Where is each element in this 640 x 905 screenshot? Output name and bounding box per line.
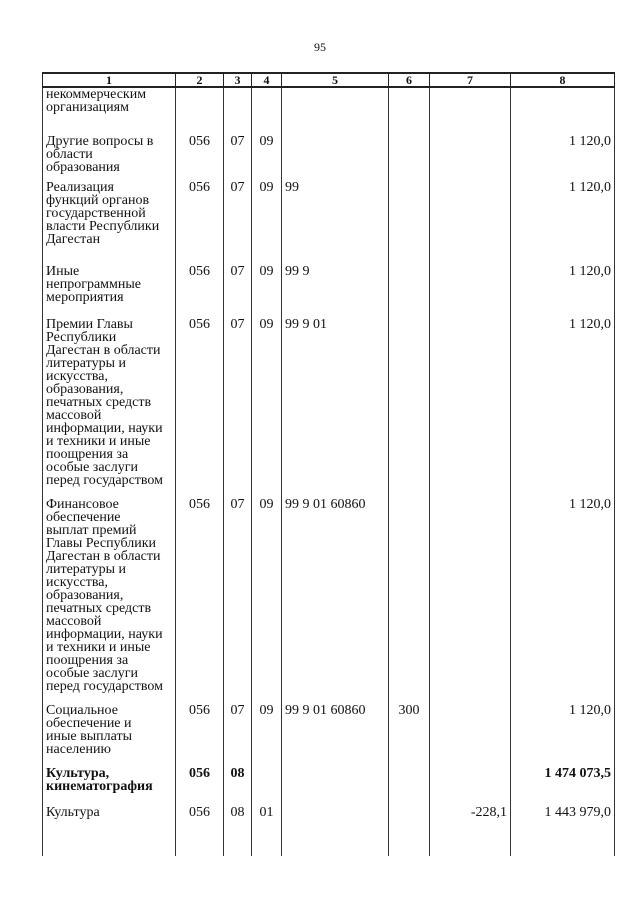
row-target-article [282, 318, 389, 498]
row-subsection [252, 498, 282, 704]
row-name-text: Реализация функций органов государственной власти Республики Дагестан [46, 180, 160, 247]
row-total-amount-text: 1 443 979,0 [544, 805, 611, 820]
row-name-text: Культура [46, 805, 100, 820]
row-subsection-text: 01 [259, 805, 274, 820]
row-section-text: 07 [230, 317, 245, 332]
row-admin-code [176, 704, 224, 767]
row-change-amount [430, 806, 511, 856]
row-section-text: 08 [230, 766, 245, 781]
column-header-3: 3 [224, 73, 252, 87]
row-target-article-text: 99 9 01 60860 [285, 497, 366, 512]
row-admin-code [176, 87, 224, 135]
row-total-amount [511, 767, 615, 806]
row-change-amount [430, 135, 511, 181]
row-section [224, 318, 252, 498]
row-admin-code [176, 498, 224, 704]
row-change-amount [430, 318, 511, 498]
row-section-text: 07 [230, 264, 245, 279]
row-target-article-text: 99 9 01 [285, 317, 327, 332]
table-row [43, 265, 615, 318]
row-expense-type [389, 181, 430, 265]
row-target-article-text: 99 9 [285, 264, 310, 279]
row-name [43, 318, 176, 498]
row-total-amount [511, 87, 615, 135]
row-target-article [282, 87, 389, 135]
row-subsection [252, 318, 282, 498]
row-admin-code-text: 056 [189, 805, 210, 820]
row-section [224, 806, 252, 856]
row-target-article [282, 767, 389, 806]
row-name [43, 498, 176, 704]
column-header-4: 4 [252, 73, 282, 87]
row-target-article [282, 806, 389, 856]
table-row [43, 318, 615, 498]
row-change-amount [430, 767, 511, 806]
row-change-amount [430, 498, 511, 704]
table-header-row [43, 73, 615, 87]
row-change-amount [430, 181, 511, 265]
row-expense-type [389, 806, 430, 856]
row-subsection [252, 87, 282, 135]
row-subsection [252, 767, 282, 806]
row-name-text: Иные непрограммные мероприятия [46, 264, 141, 305]
row-total-amount [511, 318, 615, 498]
row-name-text: Финансовое обеспечение выплат премий Главы Республики Дагестан в области литературы и искусства, образования, печатных средств массовой информации, науки и техники и иные поощрения за особые заслуги перед государством [46, 497, 164, 694]
row-subsection-text: 09 [259, 497, 274, 512]
row-change-amount [430, 704, 511, 767]
row-name-text: Культура, кинематография [46, 766, 153, 794]
row-admin-code-text: 056 [189, 703, 210, 718]
row-expense-type [389, 704, 430, 767]
row-name [43, 135, 176, 181]
row-target-article [282, 498, 389, 704]
row-target-article [282, 704, 389, 767]
row-name [43, 806, 176, 856]
row-admin-code-text: 056 [189, 264, 210, 279]
row-target-article [282, 135, 389, 181]
row-expense-type [389, 767, 430, 806]
row-change-amount-text: -228,1 [470, 805, 507, 820]
row-section-text: 08 [230, 805, 245, 820]
row-name-text: некоммерческим организациям [46, 87, 147, 115]
row-admin-code [176, 181, 224, 265]
row-subsection-text: 09 [259, 703, 274, 718]
row-total-amount-text: 1 120,0 [569, 703, 611, 718]
row-target-article-text: 99 [285, 180, 299, 195]
row-name [43, 87, 176, 135]
row-expense-type [389, 87, 430, 135]
table-row [43, 704, 615, 767]
row-admin-code [176, 135, 224, 181]
row-name-text: Социальное обеспечение и иные выплаты населению [46, 703, 132, 757]
row-section-text: 07 [230, 180, 245, 195]
column-header-7: 7 [430, 73, 511, 87]
row-total-amount [511, 806, 615, 856]
row-section [224, 704, 252, 767]
row-admin-code [176, 318, 224, 498]
row-admin-code-text: 056 [189, 317, 210, 332]
column-header-6: 6 [389, 73, 430, 87]
row-admin-code-text: 056 [189, 180, 210, 195]
row-total-amount-text: 1 120,0 [569, 317, 611, 332]
row-name [43, 181, 176, 265]
column-header-8: 8 [511, 73, 615, 87]
row-section [224, 265, 252, 318]
row-admin-code [176, 265, 224, 318]
table-row [43, 87, 615, 135]
row-subsection [252, 135, 282, 181]
row-name [43, 265, 176, 318]
row-subsection-text: 09 [259, 180, 274, 195]
row-name [43, 767, 176, 806]
row-total-amount [511, 704, 615, 767]
row-subsection [252, 704, 282, 767]
row-subsection [252, 181, 282, 265]
table-row [43, 135, 615, 181]
row-admin-code [176, 767, 224, 806]
row-subsection-text: 09 [259, 264, 274, 279]
row-total-amount [511, 135, 615, 181]
row-total-amount [511, 265, 615, 318]
row-expense-type [389, 265, 430, 318]
table-row [43, 767, 615, 806]
row-subsection-text: 09 [259, 134, 274, 149]
row-change-amount [430, 87, 511, 135]
row-total-amount-text: 1 120,0 [569, 497, 611, 512]
row-total-amount-text: 1 120,0 [569, 264, 611, 279]
row-subsection [252, 265, 282, 318]
row-admin-code [176, 806, 224, 856]
row-name-text: Премии Главы Республики Дагестан в области литературы и искусства, образования, печатных средств массовой информации, науки и техники и иные поощрения за особые заслуги перед государством [46, 317, 164, 488]
row-expense-type-text: 300 [398, 703, 420, 718]
row-section [224, 87, 252, 135]
row-admin-code-text: 056 [189, 766, 210, 781]
row-admin-code-text: 056 [189, 497, 210, 512]
row-section [224, 135, 252, 181]
column-header-1: 1 [43, 73, 176, 87]
row-admin-code-text: 056 [189, 134, 210, 149]
row-expense-type [389, 498, 430, 704]
row-subsection [252, 806, 282, 856]
page-number: 95 [314, 40, 326, 54]
row-expense-type [389, 135, 430, 181]
budget-table [42, 72, 615, 856]
row-target-article-text: 99 9 01 60860 [285, 703, 366, 718]
table-row [43, 181, 615, 265]
row-total-amount-text: 1 474 073,5 [544, 766, 611, 781]
row-total-amount-text: 1 120,0 [569, 134, 611, 149]
row-section-text: 07 [230, 497, 245, 512]
table-row [43, 498, 615, 704]
row-total-amount [511, 181, 615, 265]
row-change-amount [430, 265, 511, 318]
row-section-text: 07 [230, 134, 245, 149]
row-name-text: Другие вопросы в области образования [46, 134, 154, 175]
column-header-5: 5 [282, 73, 389, 87]
row-name [43, 704, 176, 767]
row-section [224, 498, 252, 704]
row-target-article [282, 181, 389, 265]
row-section [224, 181, 252, 265]
table-row [43, 806, 615, 856]
row-subsection-text: 09 [259, 317, 274, 332]
row-total-amount [511, 498, 615, 704]
row-expense-type [389, 318, 430, 498]
row-target-article [282, 265, 389, 318]
row-section [224, 767, 252, 806]
row-section-text: 07 [230, 703, 245, 718]
column-header-2: 2 [176, 73, 224, 87]
row-total-amount-text: 1 120,0 [569, 180, 611, 195]
